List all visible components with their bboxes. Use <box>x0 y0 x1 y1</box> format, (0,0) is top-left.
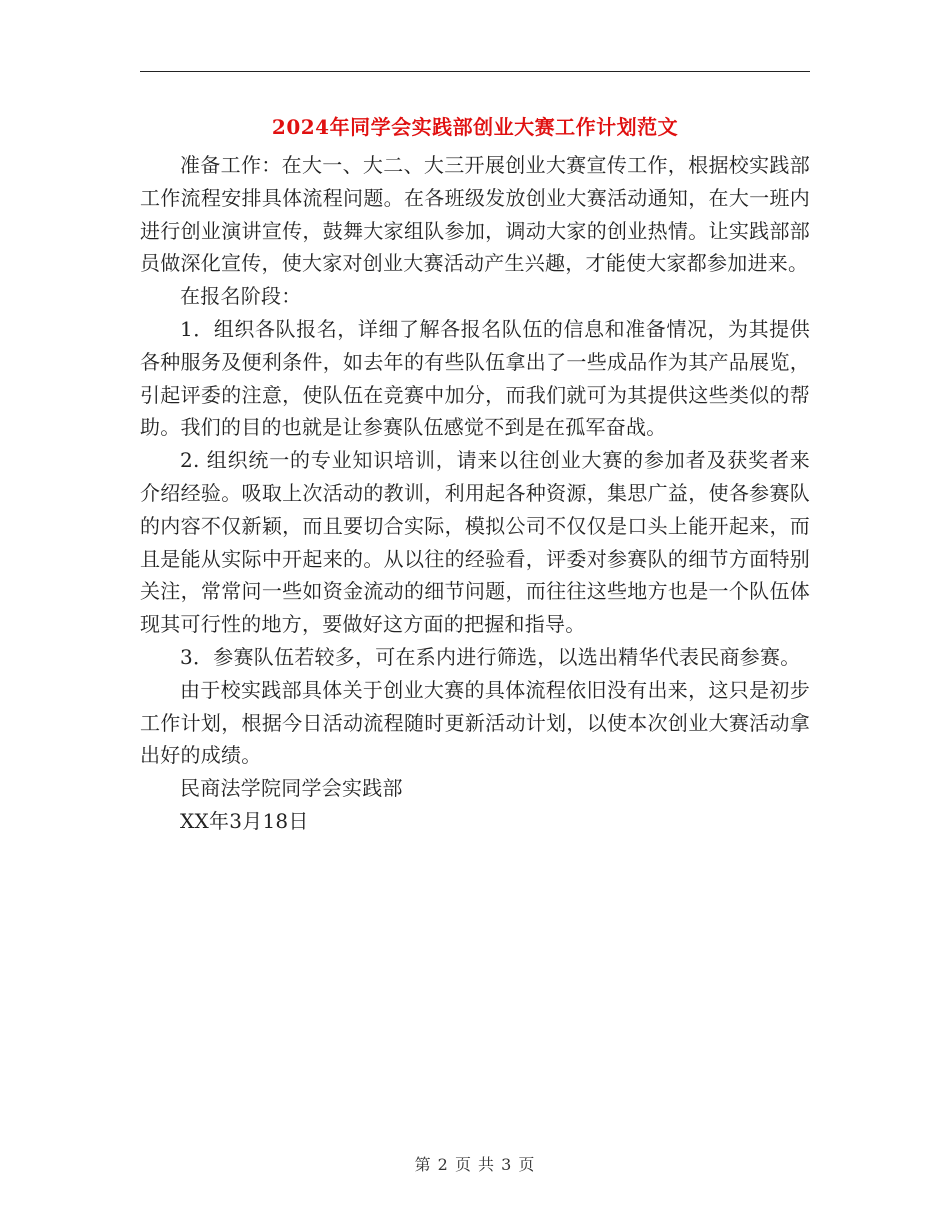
signature-organization: 民商法学院同学会实践部 <box>180 776 403 801</box>
document-title: 2024年同学会实践部创业大赛工作计划范文 <box>271 115 679 139</box>
paragraph-registration-heading: 在报名阶段： <box>180 284 302 309</box>
signature-date: XX年3月18日 <box>180 808 309 833</box>
document-body <box>140 149 810 838</box>
paragraph-item-2: 2. 组织统一的专业知识培训，请来以往创业大赛的参加者及获奖者来介绍经验。吸取上次活动的教训，利用起各种资源，集思广益，使各参赛队的内容不仅新颖，而且要切合实际，模拟公司不仅仅是口头上能开起来，而且是能从实际中开起来的。从以往的经验看，评委对参赛队的细节方面特别关注，常常问一些如资金流动的细节问题，而往往这些地方也是一个队伍体现其可行性的地方，要做好这方面的把握和指导。 <box>140 448 810 637</box>
paragraph-preparation: 准备工作：在大一、大二、大三开展创业大赛宣传工作，根据校实践部工作流程安排具体流程问题。在各班级发放创业大赛活动通知，在大一班内进行创业演讲宣传，鼓舞大家组队参加，调动大家的创业热情。让实践部部员做深化宣传，使大家对创业大赛活动产生兴趣，才能使大家都参加进来。 <box>140 153 810 276</box>
header-rule <box>140 71 810 72</box>
paragraph-item-3: 3．参赛队伍若较多，可在系内进行筛选，以选出精华代表民商参赛。 <box>180 644 801 669</box>
paragraph-conclusion: 由于校实践部具体关于创业大赛的具体流程依旧没有出来，这只是初步工作计划，根据今日活动流程随时更新活动计划，以使本次创业大赛活动拿出好的成绩。 <box>140 677 810 768</box>
page-number-footer: 第 2 页 共 3 页 <box>414 1155 536 1174</box>
paragraph-item-1: 1．组织各队报名，详细了解各报名队伍的信息和准备情况，为其提供各种服务及便利条件，如去年的有些队伍拿出了一些成品作为其产品展览，引起评委的注意，使队伍在竞赛中加分，而我们就可为其提供这些类似的帮助。我们的目的也就是让参赛队伍感觉不到是在孤军奋战。 <box>140 316 810 440</box>
